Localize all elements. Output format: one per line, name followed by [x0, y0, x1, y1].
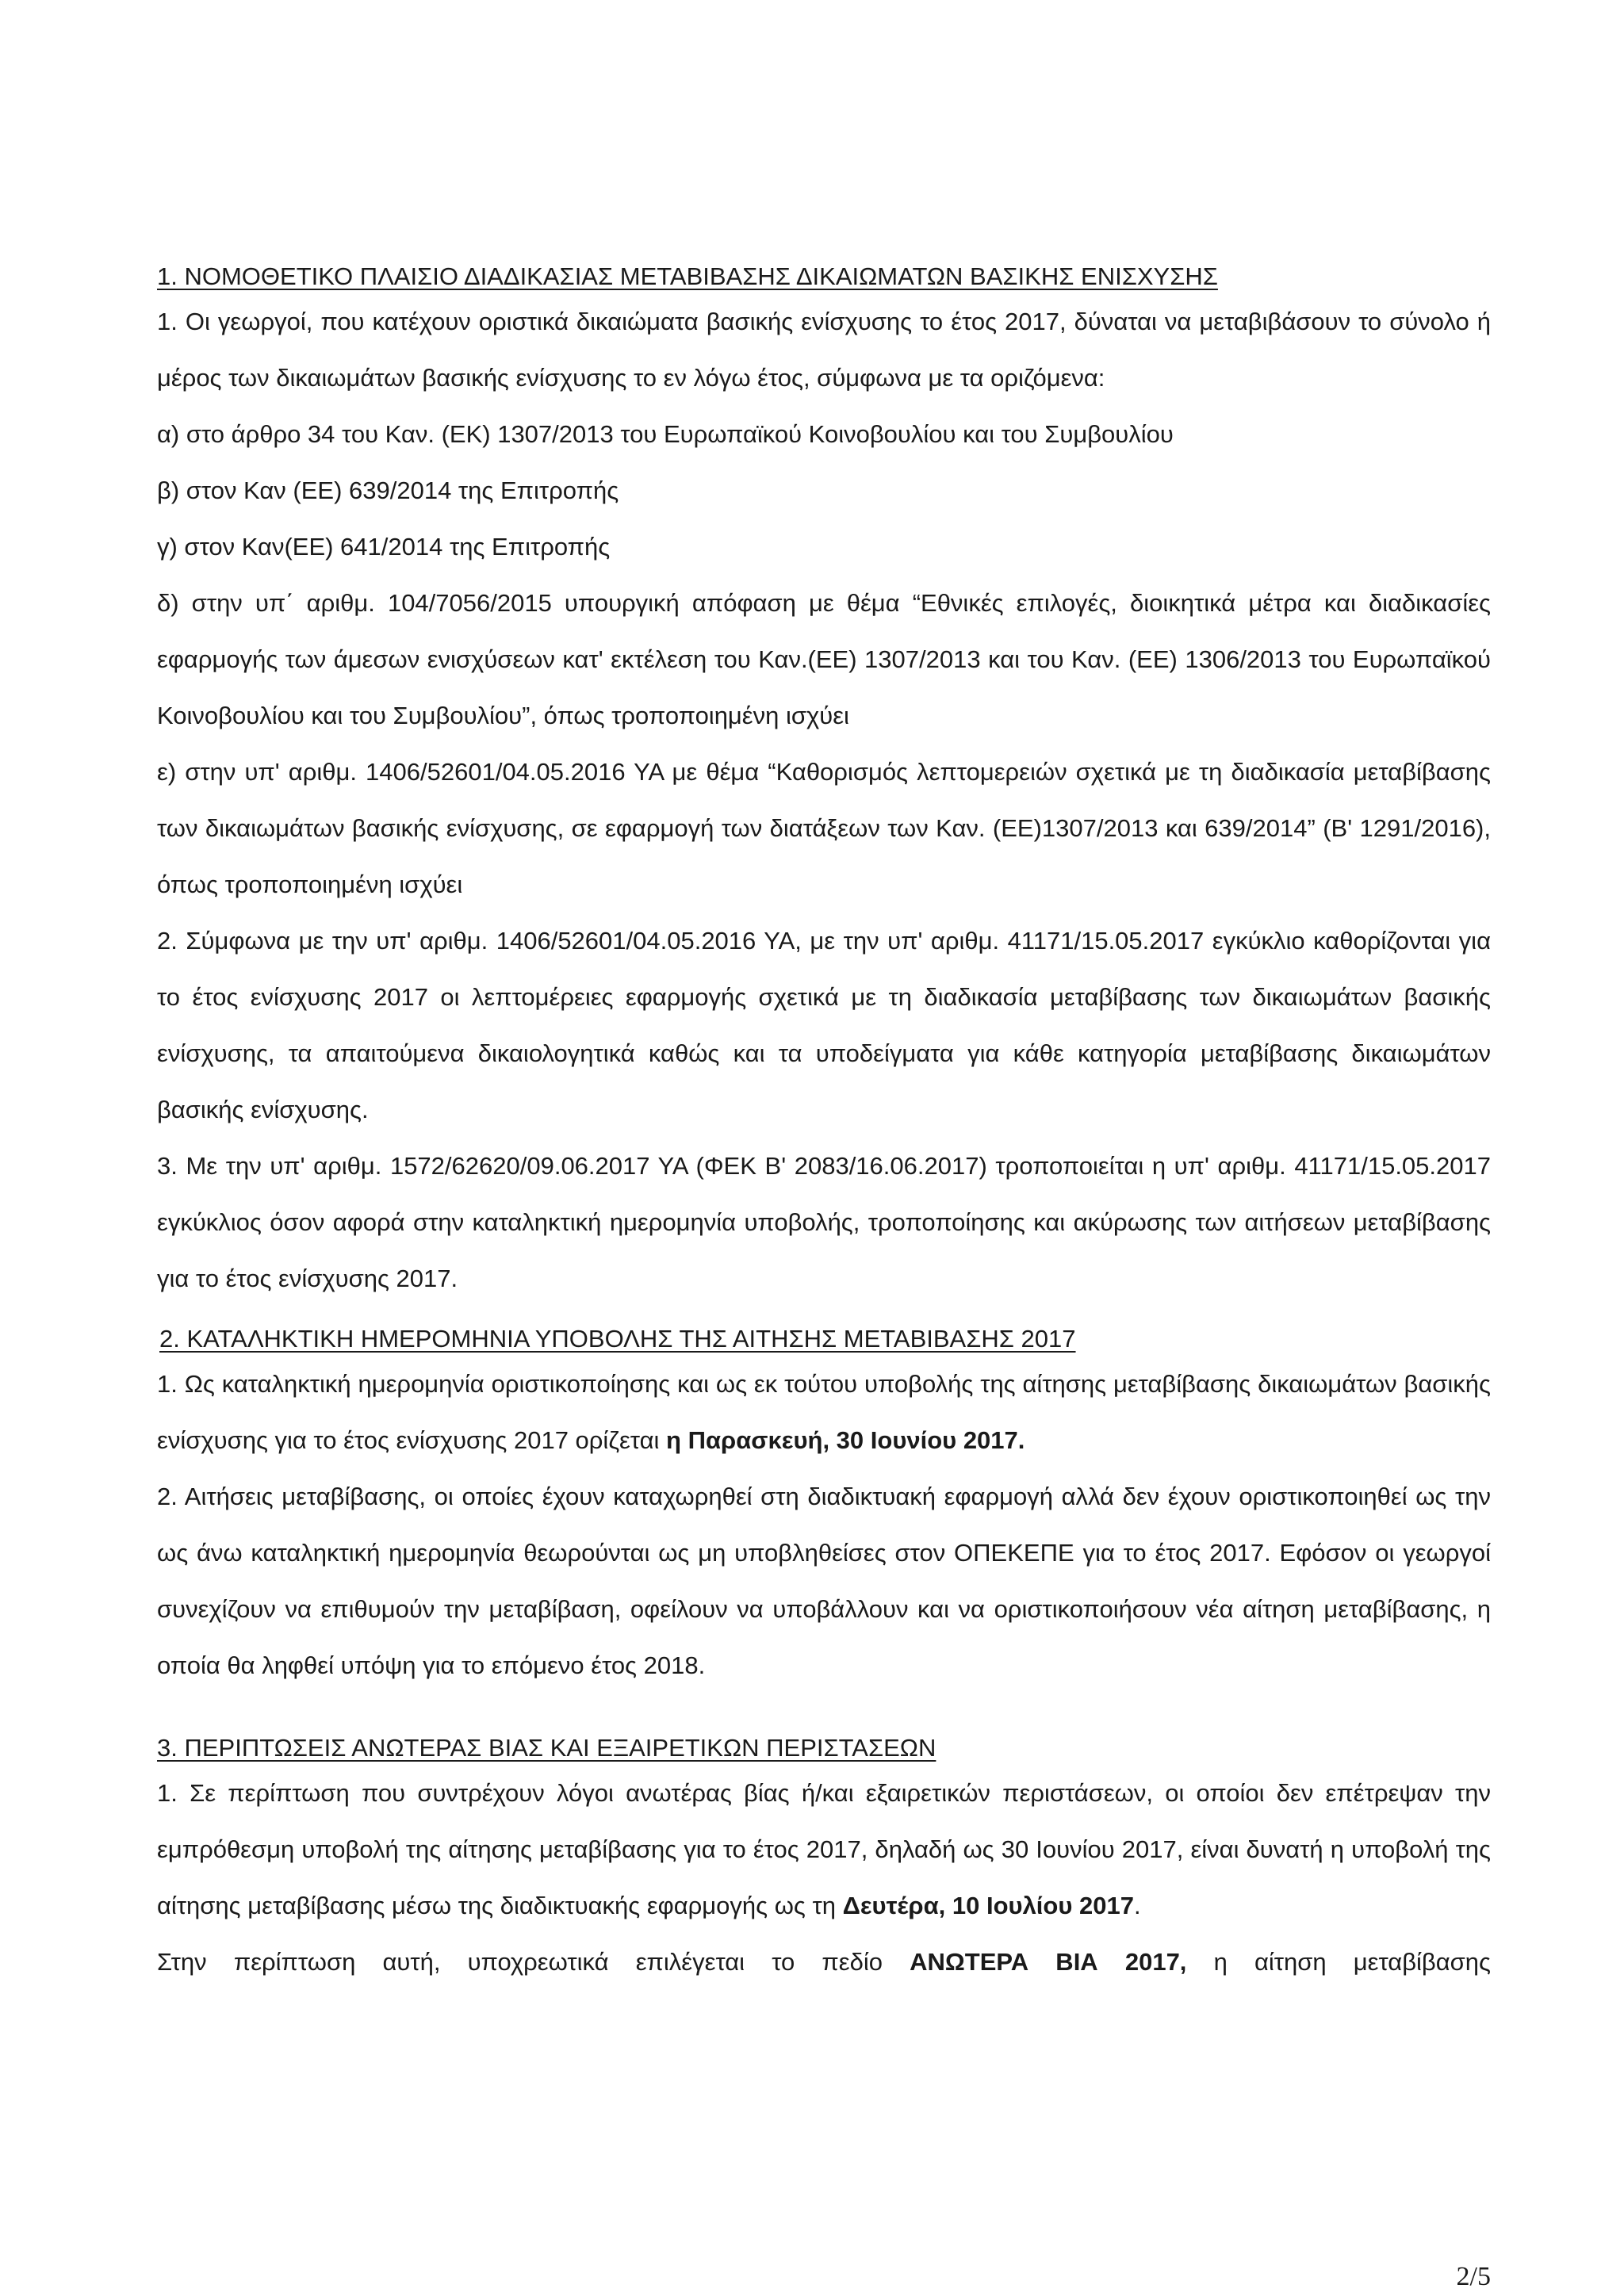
force-majeure-field: ΑΝΩΤΕΡΑ ΒΙΑ 2017, [910, 1948, 1187, 1976]
extended-deadline-date: Δευτέρα, 10 Ιουλίου 2017 [842, 1892, 1134, 1919]
legal-item-b: β) στον Καν (ΕΕ) 639/2014 της Επιτροπής [157, 476, 619, 504]
section-3-paragraph-2-end: η αίτηση μεταβίβασης [1186, 1948, 1491, 1976]
section-2-paragraph-1-text: 1. Ως καταληκτική ημερομηνία οριστικοποίησης και ως εκ τούτου υποβολής της αίτησης μεταβίβασης δικαιωμάτων βασικής ενίσχυσης για το έτος ενίσχυσης 2017 ορίζεται [157, 1370, 1491, 1454]
legal-item-c: γ) στον Καν(ΕΕ) 641/2014 της Επιτροπής [157, 533, 611, 561]
section-3-paragraph-1-text: 1. Σε περίπτωση που συντρέχουν λόγοι ανωτέρας βίας ή/και εξαιρετικών περιστάσεων, οι οποίοι δεν επέτρεψαν την εμπρόθεσμη υποβολή της αίτησης μεταβίβασης για το έτος 2017, δηλαδή ως 30 Ιουνίου 2017, είναι δυνατή η υποβολή της αίτησης μεταβίβασης μέσω της διαδικτυακής εφαρμογής ως τη [157, 1779, 1491, 1919]
section-3-heading: 3. ΠΕΡΙΠΤΩΣΕΙΣ ΑΝΩΤΕΡΑΣ ΒΙΑΣ ΚΑΙ ΕΞΑΙΡΕΤΙΚΩΝ ΠΕΡΙΣΤΑΣΕΩΝ [157, 1734, 936, 1762]
section-2-paragraph-2: 2. Αιτήσεις μεταβίβασης, οι οποίες έχουν καταχωρηθεί στη διαδικτυακή εφαρμογή αλλά δεν έχουν οριστικοποιηθεί ως την ως άνω καταληκτική ημερομηνία θεωρούνται ως μη υποβληθείσες στον ΟΠΕΚΕΠΕ για το έτος 2017. Εφόσον οι γεωργοί συνεχίζουν να επιθυμούν την μεταβίβαση, οφείλουν να υποβάλλουν και να οριστικοποιήσουν νέα αίτηση μεταβίβασης, η οποία θα ληφθεί υπόψη για το επόμενο έτος 2018. [157, 1483, 1491, 1679]
section-3-paragraph-2 [157, 1934, 1491, 1990]
section-1-paragraph-2: 2. Σύμφωνα με την υπ' αριθμ. 1406/52601/04.05.2016 ΥΑ, με την υπ' αριθμ. 41171/15.05.2017 εγκύκλιο καθορίζονται για το έτος ενίσχυσης 2017 οι λεπτομέρειες εφαρμογής σχετικά με τη διαδικασία μεταβίβασης των δικαιωμάτων βασικής ενίσχυσης, τα απαιτούμενα δικαιολογητικά καθώς και τα υποδείγματα για κάθε κατηγορία μεταβίβασης δικαιωμάτων βασικής ενίσχυσης. [157, 927, 1491, 1123]
document-page [157, 260, 1491, 1990]
section-3-paragraph-1-end: . [1133, 1892, 1141, 1919]
section-1-heading: 1. ΝΟΜΟΘΕΤΙΚΟ ΠΛΑΙΣΙΟ ΔΙΑΔΙΚΑΣΙΑΣ ΜΕΤΑΒΙΒΑΣΗΣ ΔΙΚΑΙΩΜΑΤΩΝ ΒΑΣΙΚΗΣ ΕΝΙΣΧΥΣΗΣ [157, 262, 1218, 290]
section-1-paragraph-1: 1. Οι γεωργοί, που κατέχουν οριστικά δικαιώματα βασικής ενίσχυσης το έτος 2017, δύναται να μεταβιβάσουν το σύνολο ή μέρος των δικαιωμάτων βασικής ενίσχυσης το εν λόγω έτος, σύμφωνα με τα οριζόμενα: [157, 308, 1491, 392]
deadline-date: η Παρασκευή, 30 Ιουνίου 2017. [666, 1426, 1025, 1454]
legal-item-d: δ) στην υπ΄ αριθμ. 104/7056/2015 υπουργική απόφαση με θέμα “Εθνικές επιλογές, διοικητικά μέτρα και διαδικασίες εφαρμογής των άμεσων ενισχύσεων κατ' εκτέλεση του Καν.(ΕΕ) 1307/2013 και του Καν. (ΕΕ) 1306/2013 του Ευρωπαϊκού Κοινοβουλίου και του Συμβουλίου”, όπως τροποποιημένη ισχύει [157, 589, 1491, 729]
legal-item-a: α) στο άρθρο 34 του Καν. (ΕΚ) 1307/2013 του Ευρωπαϊκού Κοινοβουλίου και του Συμβουλίου [157, 420, 1174, 448]
section-2-paragraph-1 [157, 1356, 1491, 1468]
legal-item-e: ε) στην υπ' αριθμ. 1406/52601/04.05.2016 ΥΑ με θέμα “Καθορισμός λεπτομερειών σχετικά με τη διαδικασία μεταβίβασης των δικαιωμάτων βασικής ενίσχυσης, σε εφαρμογή των διατάξεων των Καν. (ΕΕ)1307/2013 και 639/2014” (Β' 1291/2016), όπως τροποποιημένη ισχύει [157, 758, 1491, 898]
section-1-paragraph-3: 3. Με την υπ' αριθμ. 1572/62620/09.06.2017 ΥΑ (ΦΕΚ Β' 2083/16.06.2017) τροποποιείται η υπ' αριθμ. 41171/15.05.2017 εγκύκλιος όσον αφορά στην καταληκτική ημερομηνία υποβολής, τροποποίησης και ακύρωσης των αιτήσεων μεταβίβασης για το έτος ενίσχυσης 2017. [157, 1152, 1491, 1292]
section-2-heading: 2. ΚΑΤΑΛΗΚΤΙΚΗ ΗΜΕΡΟΜΗΝΙΑ ΥΠΟΒΟΛΗΣ ΤΗΣ ΑΙΤΗΣΗΣ ΜΕΤΑΒΙΒΑΣΗΣ 2017 [159, 1325, 1076, 1353]
page-number: 2/5 [1456, 2262, 1491, 2291]
section-3-paragraph-2-text: Στην περίπτωση αυτή, υποχρεωτικά επιλέγεται το πεδίο [157, 1948, 910, 1976]
section-3-paragraph-1 [157, 1765, 1491, 1934]
